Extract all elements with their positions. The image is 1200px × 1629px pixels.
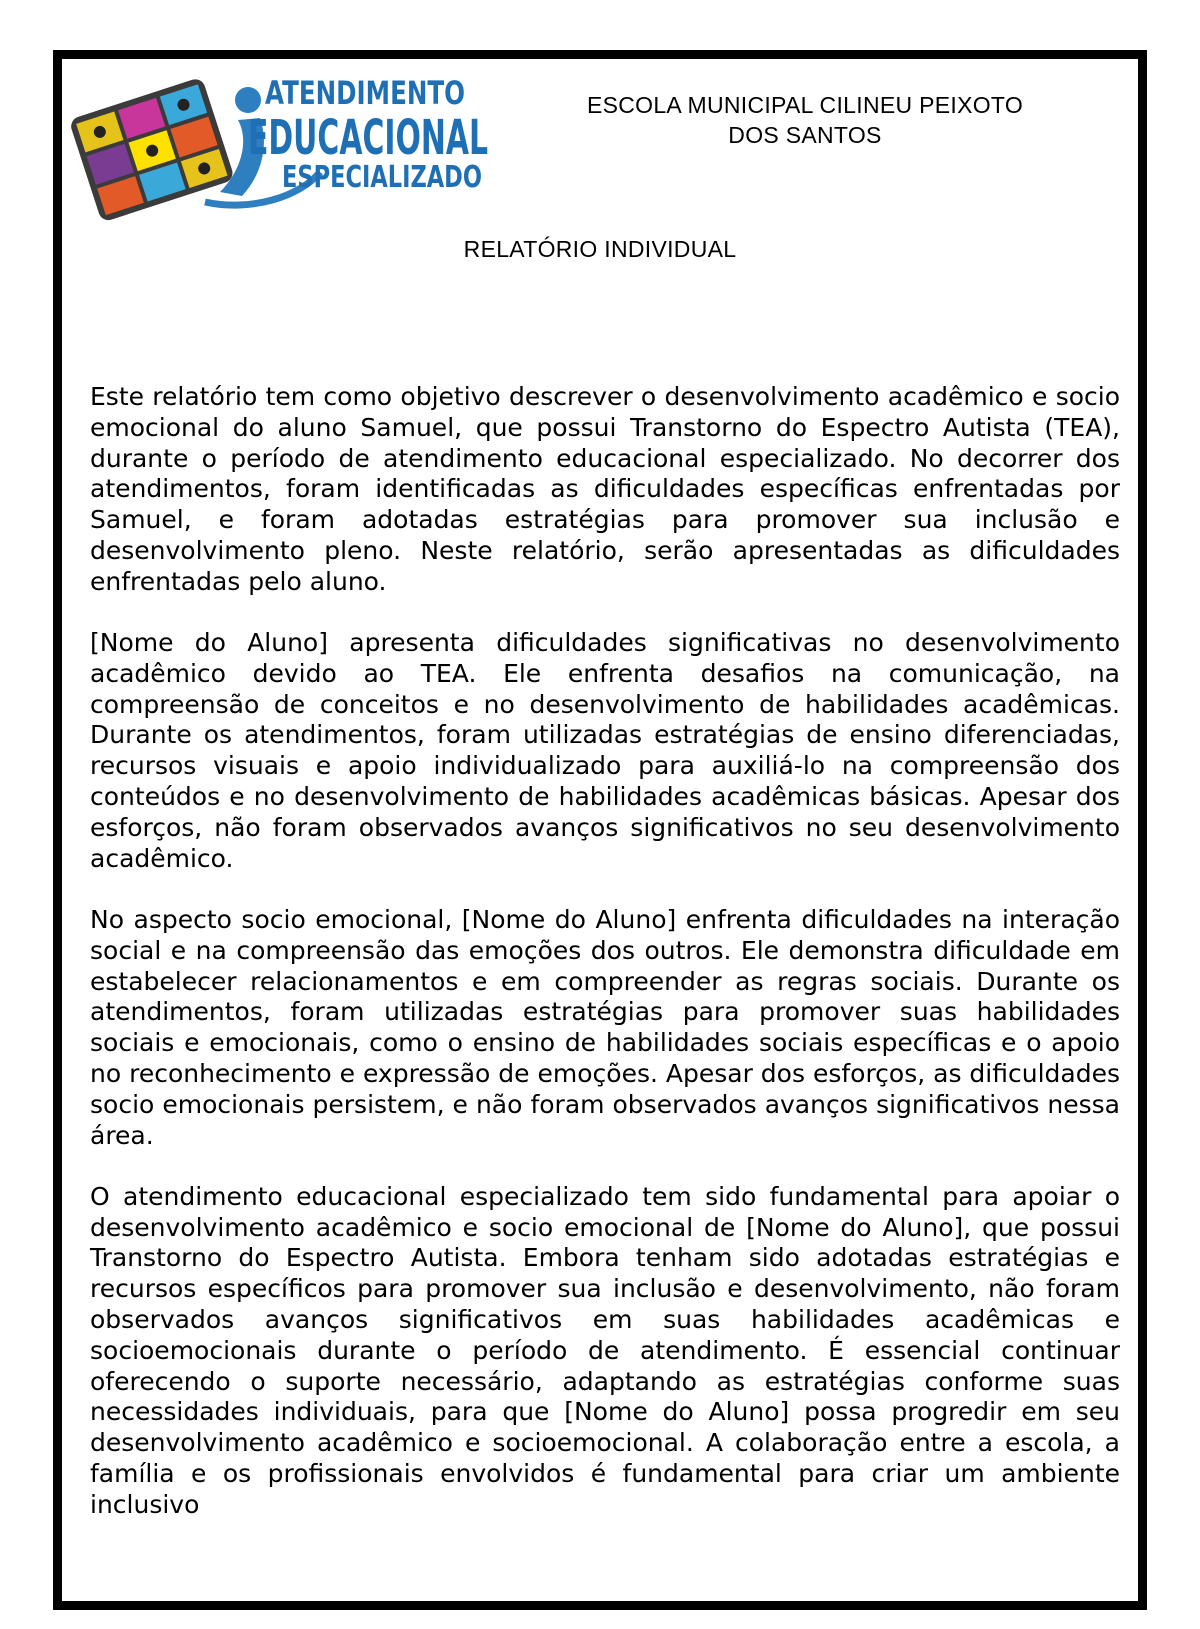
paragraph-socioemotional: No aspecto socio emocional, [Nome do Aluno] enfrenta dificuldades na interação social e na compreensão das emoções dos outros. Ele demonstra dificuldade em estabelecer relacionamentos e em compreender as regras sociais. Durante os atendimentos, foram utilizadas estratégias para promover suas habilidades sociais e emocionais, como o ensino de habilidades sociais específicas e o apoio no reconhecimento e expressão de emoções. Apesar dos esforços, as dificuldades socio emocionais persistem, e não foram observados avanços significativos nessa área. bbox=[90, 904, 1120, 1150]
report-body bbox=[90, 382, 1120, 1551]
school-name bbox=[540, 90, 1070, 150]
logo-line3: ESPECIALIZADO bbox=[282, 160, 482, 195]
logo-line1: ATENDIMENTO bbox=[265, 74, 465, 112]
aee-logo bbox=[70, 62, 510, 212]
paragraph-conclusion: O atendimento educacional especializado tem sido fundamental para apoiar o desenvolvimento acadêmico e socio emocional de [Nome do Aluno], que possui Transtorno do Espectro Autista. Embora tenham sido adotadas estratégias e recursos específicos para promover sua inclusão e desenvolvimento, não foram observados avanços significativos em suas habilidades acadêmicas e socioemocionais durante o período de atendimento. É essencial continuar oferecendo o suporte necessário, adaptando as estratégias conforme suas necessidades individuais, para que [Nome do Aluno] possa progredir em seu desenvolvimento acadêmico e socioemocional. A colaboração entre a escola, a família e os profissionais envolvidos é fundamental para criar um ambiente inclusivo bbox=[90, 1181, 1120, 1519]
school-name-line2: DOS SANTOS bbox=[728, 122, 882, 148]
paragraph-academic: [Nome do Aluno] apresenta dificuldades significativas no desenvolvimento acadêmico devido ao TEA. Ele enfrenta desafios na comunicação, na compreensão de conceitos e no desenvolvimento de habilidades acadêmicas. Durante os atendimentos, foram utilizadas estratégias de ensino diferenciadas, recursos visuais e apoio individualizado para auxiliá-lo na compreensão dos conteúdos e no desenvolvimento de habilidades acadêmicas básicas. Apesar dos esforços, não foram observados avanços significativos no seu desenvolvimento acadêmico. bbox=[90, 628, 1120, 873]
aee-logo-graphic bbox=[70, 62, 510, 212]
paragraph-introduction: Este relatório tem como objetivo descrever o desenvolvimento acadêmico e socio emocional do aluno Samuel, que possui Transtorno do Espectro Autista (TEA), durante o período de atendimento educacional especializado. No decorrer dos atendimentos, foram identificadas as dificuldades específicas enfrentadas por Samuel, e foram adotadas estratégias para promover sua inclusão e desenvolvimento pleno. Neste relatório, serão apresentadas as dificuldades enfrentadas pelo aluno. bbox=[90, 382, 1120, 596]
document-title: RELATÓRIO INDIVIDUAL bbox=[463, 236, 737, 262]
logo-line2: EDUCACIONAL bbox=[248, 110, 488, 166]
school-name-line1: ESCOLA MUNICIPAL CILINEU PEIXOTO bbox=[586, 92, 1024, 118]
